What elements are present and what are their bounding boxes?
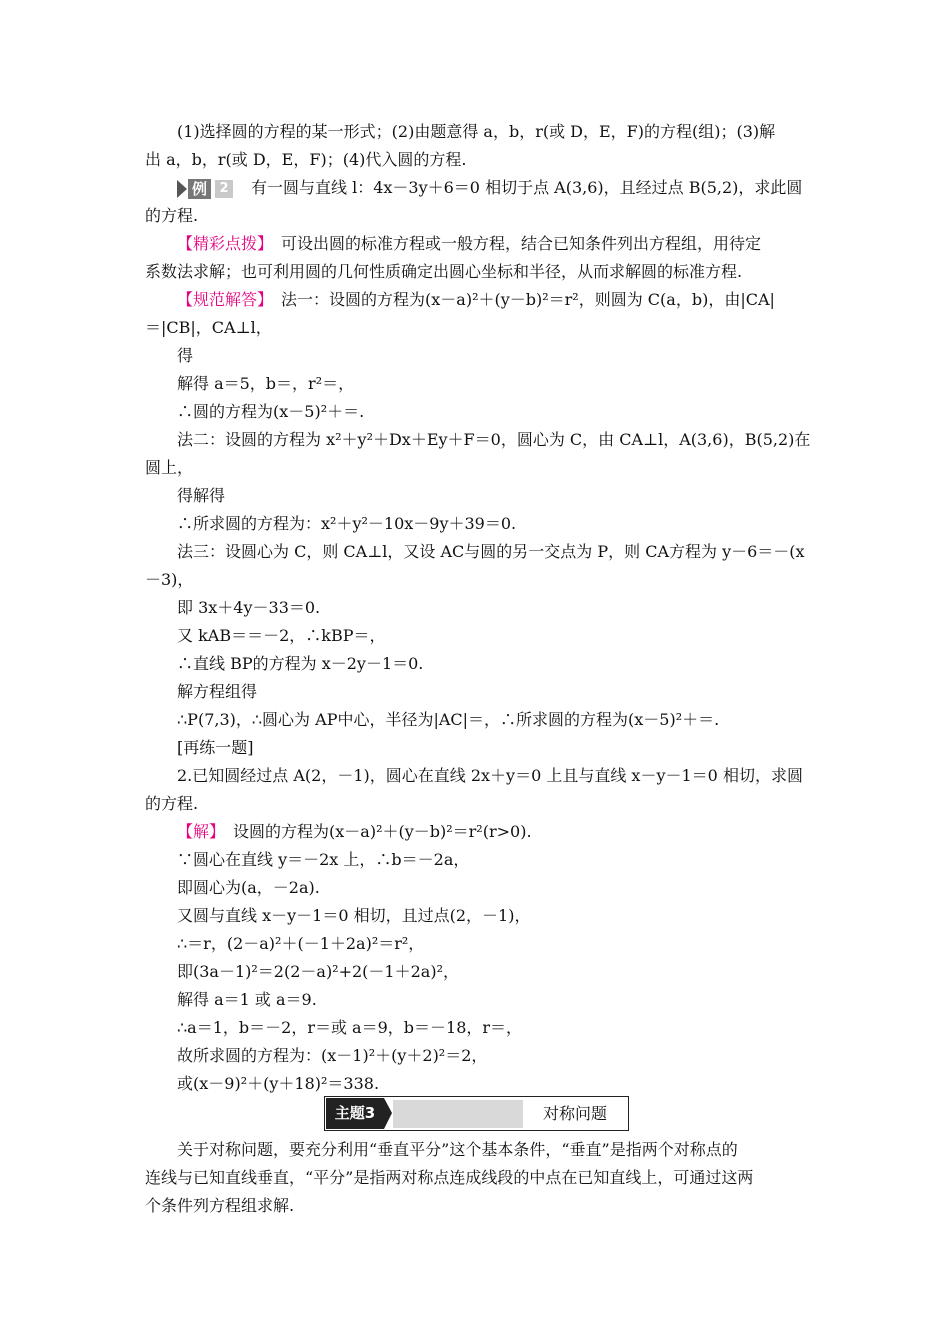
example-badge-number: 2 bbox=[215, 180, 233, 198]
tips-line-2: 系数法求解；也可利用圆的几何性质确定出圆心坐标和半径，从而求解圆的标准方程. bbox=[145, 262, 743, 281]
tips-text: 可设出圆的标准方程或一般方程，结合已知条件列出方程组，用待定 bbox=[265, 234, 762, 253]
method-step-line-2: 出 a，b，r(或 D，E，F)；(4)代入圆的方程. bbox=[145, 150, 467, 169]
solution-tag: 【规范解答】 bbox=[177, 290, 266, 309]
solution-text: 法一：设圆的方程为(x－a)²＋(y－b)²＝r²，则圆为 C(a，b)，由|CA| bbox=[265, 290, 775, 309]
theme-bar bbox=[393, 1100, 523, 1128]
practice-question-cont: 的方程. bbox=[145, 794, 199, 813]
solution-line-2: ＝|CB|，CA⊥l， bbox=[145, 318, 272, 337]
solution-line: 即 3x＋4y－33＝0. bbox=[177, 598, 321, 617]
badge-arrow-icon bbox=[177, 180, 187, 198]
solution-line: 解方程组得 bbox=[177, 682, 258, 701]
tips-tag: 【精彩点拨】 bbox=[177, 234, 266, 253]
solution-line-1 bbox=[145, 286, 810, 314]
solution-line: 法二：设圆的方程为 x²＋y²＋Dx＋Ey＋F＝0，圆心为 C，由 CA⊥l，A(3,6)，B(5,2)在 bbox=[177, 430, 811, 449]
practice-question: 2.已知圆经过点 A(2，－1)，圆心在直线 2x＋y＝0 上且与直线 x－y－1＝0 相切，求圆 bbox=[177, 766, 803, 785]
answer-tag: 【解】 bbox=[177, 822, 218, 841]
example-text: 有一圆与直线 l：4x－3y＋6＝0 相切于点 A(3,6)，且经过点 B(5,2)，求此圆 bbox=[251, 178, 803, 197]
practice-heading: [再练一题] bbox=[177, 738, 254, 757]
answer-line: 即圆心为(a，－2a). bbox=[177, 878, 320, 897]
theme-header bbox=[324, 1096, 629, 1131]
answer-line-1 bbox=[145, 818, 810, 846]
answer-line: ∴a＝1，b＝－2，r＝或 a＝9，b＝－18，r＝， bbox=[177, 1018, 523, 1037]
answer-line: 故所求圆的方程为：(x－1)²＋(y＋2)²＝2， bbox=[177, 1046, 488, 1065]
solution-line: －3)， bbox=[145, 570, 194, 589]
answer-text: 设圆的方程为(x－a)²＋(y－b)²＝r²(r>0). bbox=[217, 822, 532, 841]
closing-line: 关于对称问题，要充分利用“垂直平分”这个基本条件，“垂直”是指两个对称点的 bbox=[177, 1140, 738, 1159]
example-badge-label: 例 bbox=[188, 179, 211, 199]
answer-line: ∴＝r，(2－a)²＋(－1＋2a)²＝r²， bbox=[177, 934, 425, 953]
solution-line: ∴所求圆的方程为：x²＋y²－10x－9y＋39＝0. bbox=[177, 514, 517, 533]
solution-line: ∴P(7,3)，∴圆心为 AP中心，半径为|AC|＝，∴所求圆的方程为(x－5)²＋＝. bbox=[177, 710, 720, 729]
theme-arrow-icon bbox=[384, 1098, 392, 1129]
closing-line: 连线与已知直线垂直，“平分”是指两对称点连成线段的中点在已知直线上，可通过这两 bbox=[145, 1168, 754, 1187]
solution-line: 得解得 bbox=[177, 486, 226, 505]
solution-line: 解得 a＝5，b＝，r²＝， bbox=[177, 374, 355, 393]
example-line-2: 的方程. bbox=[145, 206, 199, 225]
tips-line-1 bbox=[145, 230, 810, 258]
solution-line: 法三：设圆心为 C，则 CA⊥l，又设 AC与圆的另一交点为 P，则 CA方程为 y－6＝－(x bbox=[177, 542, 805, 561]
example-line-1 bbox=[145, 174, 810, 202]
theme-title: 对称问题 bbox=[542, 1104, 607, 1123]
answer-line: ∵圆心在直线 y＝－2x 上，∴b＝－2a， bbox=[177, 850, 470, 869]
theme-label: 主题3 bbox=[326, 1098, 384, 1129]
solution-line: 得 bbox=[177, 346, 194, 365]
solution-line: 圆上， bbox=[145, 458, 194, 477]
closing-paragraph bbox=[145, 1136, 810, 1220]
example-badge bbox=[177, 179, 237, 199]
answer-line: 或(x－9)²＋(y＋18)²＝338. bbox=[177, 1074, 380, 1093]
solution-line: ∴圆的方程为(x－5)²＋＝. bbox=[177, 402, 365, 421]
method-step-line-1: (1)选择圆的方程的某一形式；(2)由题意得 a，b，r(或 D，E，F)的方程(组)；(3)解 bbox=[177, 122, 776, 141]
closing-line: 个条件列方程组求解. bbox=[145, 1196, 295, 1215]
document-body bbox=[145, 118, 810, 1098]
answer-line: 解得 a＝1 或 a＝9. bbox=[177, 990, 317, 1009]
solution-line: 又 kAB＝＝－2，∴kBP＝， bbox=[177, 626, 386, 645]
solution-line: ∴直线 BP的方程为 x－2y－1＝0. bbox=[177, 654, 424, 673]
answer-line: 又圆与直线 x－y－1＝0 相切，且过点(2，－1)， bbox=[177, 906, 531, 925]
answer-line: 即(3a－1)²＝2(2－a)²+2(－1＋2a)²， bbox=[177, 962, 459, 981]
